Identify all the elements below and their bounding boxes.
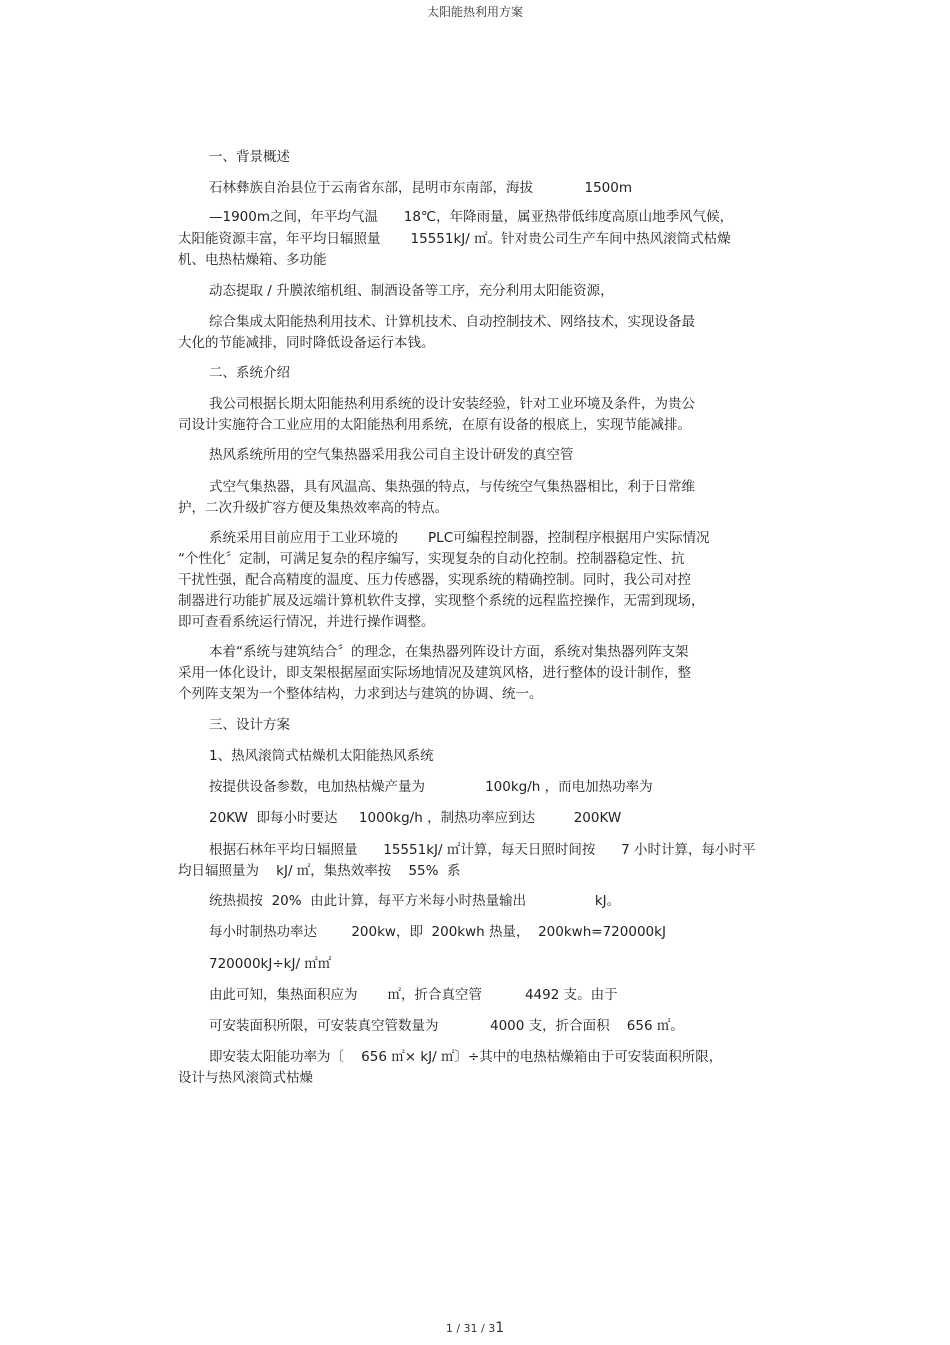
- paragraph-line: 司设计实施符合工业应用的太阳能热利用系统，在原有设备的根底上，实现节能减排。: [178, 417, 691, 433]
- paragraph-line: —1900m之间，年平均气温 18℃，年降雨量，属亚热带低纬度高原山地季风气候，: [209, 209, 734, 225]
- paragraph-line: 系统采用目前应用于工业环境的 PLC可编程控制器，控制程序根据用户实际情况: [209, 530, 710, 546]
- paragraph-line: 机、电热枯燥箱、多功能: [178, 252, 327, 268]
- paragraph-line: 每小时制热功率达 200kw，即 200kwh 热量， 200kwh=720000kJ: [209, 924, 666, 940]
- paragraph-line: 设计与热风滚筒式枯燥: [178, 1070, 313, 1086]
- section-heading: 一、背景概述: [209, 149, 290, 165]
- section-heading: 三、设计方案: [209, 717, 290, 733]
- paragraph-line: 即可查看系统运行情况，并进行操作调整。: [178, 614, 435, 630]
- paragraph-line: 个列阵支架为一个整体结构，力求到达与建筑的协调、统一。: [178, 686, 543, 702]
- paragraph-line: 按提供设备参数，电加热枯燥产量为 100kg/h ，而电加热功率为: [209, 779, 653, 795]
- paragraph-line: 制器进行功能扩展及远端计算机软件支撑，实现整个系统的远程监控操作，无需到现场，: [178, 593, 705, 609]
- paragraph-line: 均日辐照量为 kJ/ ㎡，集热效率按 55% 系: [178, 863, 461, 879]
- page-number-label: 1 / 31 / 3: [445, 1322, 496, 1335]
- paragraph-line: 20KW 即每小时要达 1000kg/h ，制热功率应到达 200KW: [209, 810, 622, 826]
- paragraph-line: 干扰性强，配合高精度的温度、压力传感器，实现系统的精确控制。同时，我公司对控: [178, 572, 691, 588]
- paragraph-line: 由此可知，集热面积应为 ㎡，折合真空管 4492 支。由于: [209, 987, 618, 1003]
- paragraph-line: 动态提取 / 升膜浓缩机组、制酒设备等工序，充分利用太阳能资源，: [209, 283, 614, 299]
- paragraph-line: 即安装太阳能功率为〔 656 ㎡× kJ/ ㎡〕÷其中的电热枯燥箱由于可安装面积所限，: [209, 1049, 723, 1065]
- paragraph-line: 统热损按 20% 由此计算，每平方米每小时热量输出 kJ。: [209, 893, 621, 909]
- section-heading: 二、系统介绍: [209, 365, 290, 381]
- paragraph-line: 大化的节能减排，同时降低设备运行本钱。: [178, 335, 435, 351]
- page-footer: [0, 1320, 950, 1336]
- paragraph-line: 热风系统所用的空气集热器采用我公司自主设计研发的真空管: [209, 447, 574, 463]
- paragraph-line: 可安装面积所限，可安装真空管数量为 4000 支，折合面积 656 ㎡。: [209, 1018, 684, 1034]
- paragraph-line: 式空气集热器，具有风温高、集热强的特点，与传统空气集热器相比，利于日常维: [209, 479, 695, 495]
- paragraph-line: 综合集成太阳能热利用技术、计算机技术、自动控制技术、网络技术，实现设备最: [209, 314, 695, 330]
- page-number-tail: 1: [495, 1320, 505, 1336]
- paragraph-line: 采用一体化设计，即支架根据屋面实际场地情况及建筑风格，进行整体的设计制作，整: [178, 665, 691, 681]
- paragraph-line: 根据石林年平均日辐照量 15551kJ/ ㎡计算，每天日照时间按 7 小时计算，每小时平: [209, 842, 756, 858]
- paragraph-line: “个性化〞定制，可满足复杂的程序编写，实现复杂的自动化控制。控制器稳定性、抗: [178, 551, 685, 567]
- paragraph-line: 石林彝族自治县位于云南省东部，昆明市东南部，海拔 1500m: [209, 180, 633, 196]
- page-header-title: 太阳能热利用方案: [426, 5, 523, 19]
- paragraph-line: 太阳能资源丰富，年平均日辐照量 15551kJ/ ㎡。针对贵公司生产车间中热风滚筒式枯燥: [178, 231, 731, 247]
- paragraph-line: 720000kJ÷kJ/ ㎡㎡: [209, 956, 332, 972]
- paragraph-line: 护，二次升级扩容方便及集热效率高的特点。: [178, 500, 448, 516]
- subsection-heading: 1、热风滚筒式枯燥机太阳能热风系统: [209, 748, 434, 764]
- paragraph-line: 我公司根据长期太阳能热利用系统的设计安装经验，针对工业环境及条件，为贵公: [209, 396, 695, 412]
- paragraph-line: 本着“系统与建筑结合〞的理念，在集热器列阵设计方面，系统对集热器列阵支架: [209, 644, 689, 660]
